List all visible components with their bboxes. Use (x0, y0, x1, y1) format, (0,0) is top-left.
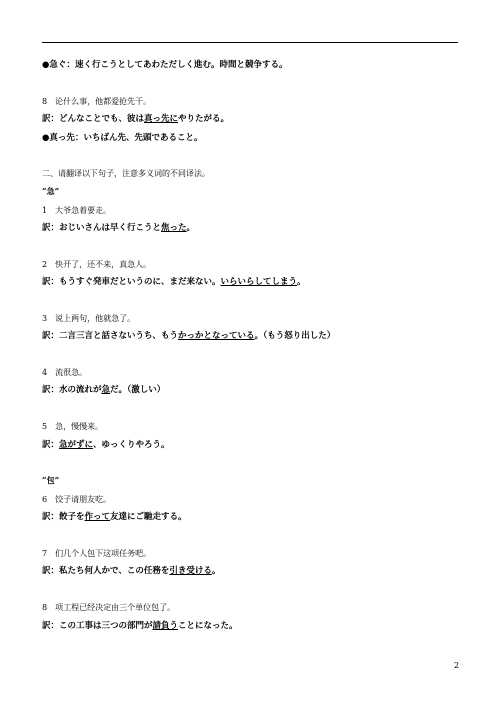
chinese-sentence-5: 5 急，慢慢来。 (42, 422, 104, 431)
translation-prefix: 訳：どんなことでも、彼は (42, 114, 145, 124)
definition-isogu (42, 60, 287, 71)
underlined-term: 真っ先に (144, 114, 179, 124)
chinese-sentence-7: 7 们几个人包下这项任务吧。 (42, 549, 152, 558)
translation-1 (42, 223, 195, 234)
translation-3 (42, 331, 335, 342)
chinese-sentence-1: 1 大爷急着要走。 (42, 206, 112, 215)
chinese-sentence-8a: 8 论什么事，他都爱抢先干。 (42, 97, 152, 106)
definition-text: ：速く行こうとしてあわただしく進む。時間と競争する。 (66, 60, 288, 70)
section-heading: 二、请翻译以下句子，注意多义词的不同译法。 (42, 169, 210, 178)
translation-prefix: 訳：私たち何人かで、この任務を (42, 566, 170, 576)
underlined-term: 引き受ける (169, 566, 212, 576)
underlined-term: 作って (84, 512, 111, 522)
translation-suffix: 、ゆっくりやろう。 (93, 440, 170, 450)
term: 真っ先 (49, 133, 75, 143)
definition-massaki (42, 133, 202, 144)
translation-suffix: 。 (297, 277, 306, 287)
translation-prefix: 訳：おじいさんは早く行こうと (42, 223, 162, 233)
translation-prefix: 訳：餃子を (42, 512, 85, 522)
translation-suffix: 。 (186, 223, 196, 233)
underlined-term: 急 (101, 385, 111, 395)
translation-7 (42, 566, 220, 577)
translation-suffix: 友達にご馳走する。 (110, 512, 187, 522)
translation-suffix: 。 (211, 566, 221, 576)
translation-8a (42, 114, 229, 125)
translation-prefix: 訳：この工事は三つの部門が (42, 621, 153, 631)
chinese-sentence-8: 8 项工程已经决定由三个单位包了。 (42, 603, 176, 612)
underlined-term: かっかとなっている (178, 331, 255, 341)
translation-prefix: 訳：水の流れが (42, 385, 102, 395)
translation-6 (42, 512, 187, 523)
definition-text: ：いちばん先、先頭であること。 (74, 133, 203, 143)
term: 急ぐ (49, 60, 67, 70)
translation-8 (42, 621, 238, 632)
underlined-term: 請負う (152, 621, 179, 631)
translation-suffix: だ。（激しい） (110, 385, 166, 395)
keyword-heading-ji: “急” (42, 186, 60, 196)
underlined-term: 焦った (161, 223, 187, 233)
bullet-icon: ● (42, 60, 50, 70)
header-rule (42, 42, 458, 43)
page-number: 2 (454, 661, 460, 670)
translation-prefix: 訳： (42, 440, 60, 450)
translation-5 (42, 440, 169, 451)
chinese-sentence-3: 3 说上两句，他就急了。 (42, 314, 136, 323)
chinese-sentence-2: 2 快开了，还不来，真急人。 (42, 260, 152, 269)
chinese-sentence-4: 4 流很急。 (42, 368, 88, 377)
underlined-term: いらいらしてしまう (220, 277, 298, 287)
translation-prefix: 訳：もうすぐ発車だというのに、まだ来ない。 (42, 277, 221, 287)
translation-4 (42, 385, 165, 396)
translation-suffix: ことになった。 (178, 621, 238, 631)
translation-suffix: 。（もう怒り出した） (254, 331, 336, 341)
underlined-term: 急がずに (59, 440, 94, 450)
translation-prefix: 訳：二言三言と話さないうち、もう (42, 331, 179, 341)
keyword-heading-bao: “包” (42, 475, 60, 485)
translation-2 (42, 277, 306, 288)
chinese-sentence-6: 6 饺子请朋友吃。 (42, 495, 112, 504)
translation-suffix: やりたがる。 (178, 114, 230, 124)
bullet-icon: ● (42, 133, 50, 143)
